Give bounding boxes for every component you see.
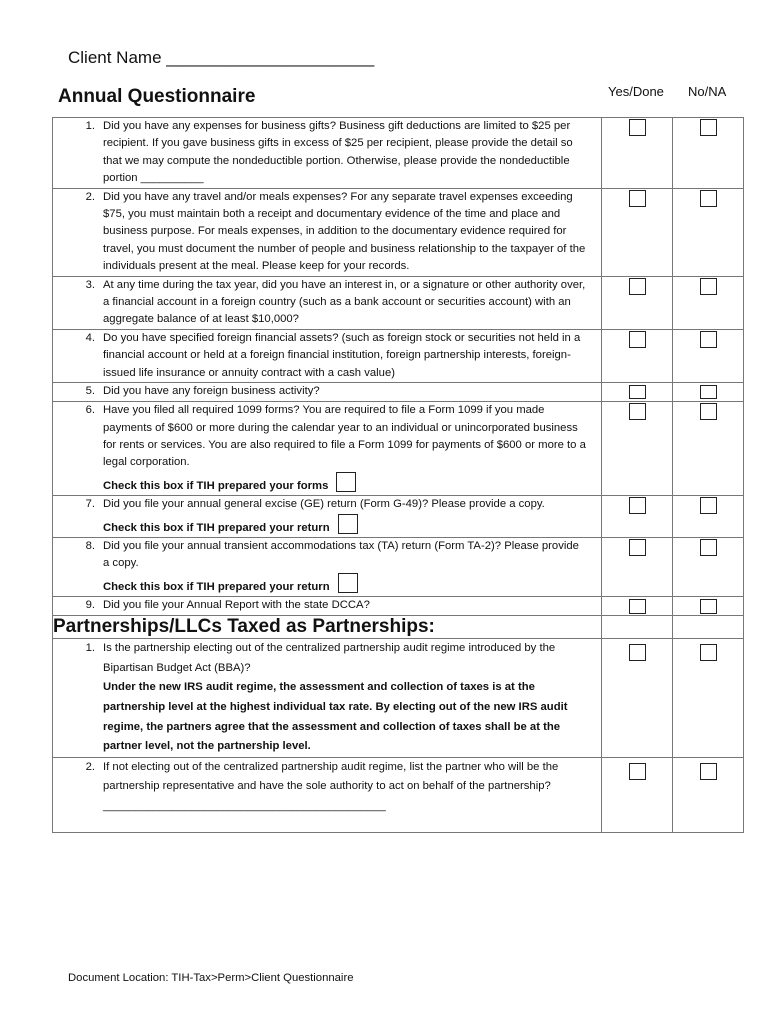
question-text: Did you file your Annual Report with the state DCCA? xyxy=(103,599,370,612)
column-header-yes: Yes/Done xyxy=(608,84,664,99)
question-text: At any time during the tax year, did you have an interest in, or a signature or other authority over, a financial account in a foreign country (such as a bank account or securities account) with an aggregate balance of at least $10,000? xyxy=(103,278,586,326)
question-row-9 xyxy=(53,597,744,616)
question-text: Did you file your annual general excise (GE) return (Form G-49)? Please provide a copy. xyxy=(103,498,545,511)
no-checkbox[interactable] xyxy=(700,539,717,556)
section-title: Partnerships/LLCs Taxed as Partnerships: xyxy=(53,616,602,639)
tih-prepared-checkbox[interactable] xyxy=(338,514,358,534)
no-checkbox[interactable] xyxy=(700,403,717,420)
column-header-no: No/NA xyxy=(688,84,727,99)
check-label: Check this box if TIH prepared your return xyxy=(103,580,330,593)
representative-blank-field[interactable]: _____________________________________________ xyxy=(103,799,386,812)
question-text: Have you filed all required 1099 forms? You are required to file a Form 1099 if you made payments of $600 or more during the calendar year to an individual or unincorporated business for rents or services. You are also required to file a Form 1099 for payments of $600 or more to a legal corporation. xyxy=(103,404,586,469)
question-text: If not electing out of the centralized partnership audit regime, list the partner who will be the partnership representative and have the sole authority to act on behalf of the partnership? xyxy=(103,760,559,793)
question-number: 9. xyxy=(85,599,95,612)
no-checkbox[interactable] xyxy=(700,190,717,207)
question-number: 4. xyxy=(85,331,95,344)
question-row-3 xyxy=(53,276,744,329)
question-number: 6. xyxy=(85,404,95,417)
no-checkbox[interactable] xyxy=(700,599,717,614)
no-checkbox[interactable] xyxy=(700,119,717,136)
questionnaire-table xyxy=(52,117,744,833)
question-number: 1. xyxy=(85,642,95,655)
question-number: 3. xyxy=(85,278,95,291)
question-row-7 xyxy=(53,496,744,538)
no-checkbox[interactable] xyxy=(700,644,717,661)
check-label: Check this box if TIH prepared your forms xyxy=(103,479,329,492)
no-checkbox[interactable] xyxy=(700,763,717,780)
question-row-4 xyxy=(53,329,744,382)
yes-checkbox[interactable] xyxy=(629,331,646,348)
question-text: Did you file your annual transient accommodations tax (TA) return (Form TA-2)? Please provide a copy. xyxy=(103,539,579,570)
document-location: Document Location: TIH-Tax>Perm>Client Questionnaire xyxy=(68,972,354,984)
question-text: Did you have any expenses for business gifts? Business gift deductions are limited to $25 per recipient. If you gave business gifts in excess of $25 per recipient, please provide the detail so that we may compute the nondeductible portion. Otherwise, please provide the nondeductible portion __________ xyxy=(103,120,573,185)
tih-prepared-checkbox[interactable] xyxy=(336,472,356,492)
question-row-8 xyxy=(53,537,744,596)
yes-checkbox[interactable] xyxy=(629,599,646,614)
yes-checkbox[interactable] xyxy=(629,497,646,514)
question-number: 2. xyxy=(85,190,95,203)
question-number: 2. xyxy=(85,760,95,773)
tih-prepared-checkbox[interactable] xyxy=(338,573,358,593)
question-note: Under the new IRS audit regime, the assessment and collection of taxes is at the partnership level at the highest individual tax rate. By electing out of the new IRS audit regime, the partners agree that the assessment and collection of taxes shall be at the partner level, not the partnership level. xyxy=(103,681,568,753)
no-checkbox[interactable] xyxy=(700,278,717,295)
question-number: 7. xyxy=(85,498,95,511)
question-text: Did you have any foreign business activity? xyxy=(103,385,320,398)
no-checkbox[interactable] xyxy=(700,331,717,348)
question-row-5 xyxy=(53,383,744,402)
question-number: 1. xyxy=(85,120,95,132)
no-checkbox[interactable] xyxy=(700,385,717,399)
yes-checkbox[interactable] xyxy=(629,539,646,556)
question-row-6 xyxy=(53,402,744,496)
yes-checkbox[interactable] xyxy=(629,278,646,295)
question-text: Is the partnership electing out of the centralized partnership audit regime introduced by the Bipartisan Budget Act (BBA)? xyxy=(103,642,556,674)
question-row-1 xyxy=(53,118,744,189)
client-name-field[interactable]: Client Name ______________________ xyxy=(68,48,375,67)
yes-checkbox[interactable] xyxy=(629,403,646,420)
partnership-section-row xyxy=(53,616,744,639)
yes-checkbox[interactable] xyxy=(629,644,646,661)
question-row-2 xyxy=(53,188,744,276)
page-title: Annual Questionnaire xyxy=(58,86,256,107)
yes-checkbox[interactable] xyxy=(629,763,646,780)
yes-checkbox[interactable] xyxy=(629,190,646,207)
partnership-question-row-2 xyxy=(53,757,744,832)
question-number: 8. xyxy=(85,539,95,552)
yes-checkbox[interactable] xyxy=(629,385,646,399)
question-text: Did you have any travel and/or meals expenses? For any separate travel expenses exceeding $75, you must maintain both a receipt and documentary evidence of the time and place and business purpose. For meals expenses, in addition to the documentary evidence required for travel, you must document the number of people and business relationship to the taxpayer of the individuals present at the meal. Please keep for your records. xyxy=(103,190,586,273)
check-label: Check this box if TIH prepared your return xyxy=(103,521,330,534)
question-number: 5. xyxy=(85,385,95,398)
yes-checkbox[interactable] xyxy=(629,119,646,136)
partnership-question-row-1 xyxy=(53,639,744,758)
question-text: Do you have specified foreign financial assets? (such as foreign stock or securities not held in a financial account or held at a foreign financial institution, foreign partnership interests, foreign-issued life insurance or annuity contract with a cash value) xyxy=(103,331,581,379)
no-checkbox[interactable] xyxy=(700,497,717,514)
